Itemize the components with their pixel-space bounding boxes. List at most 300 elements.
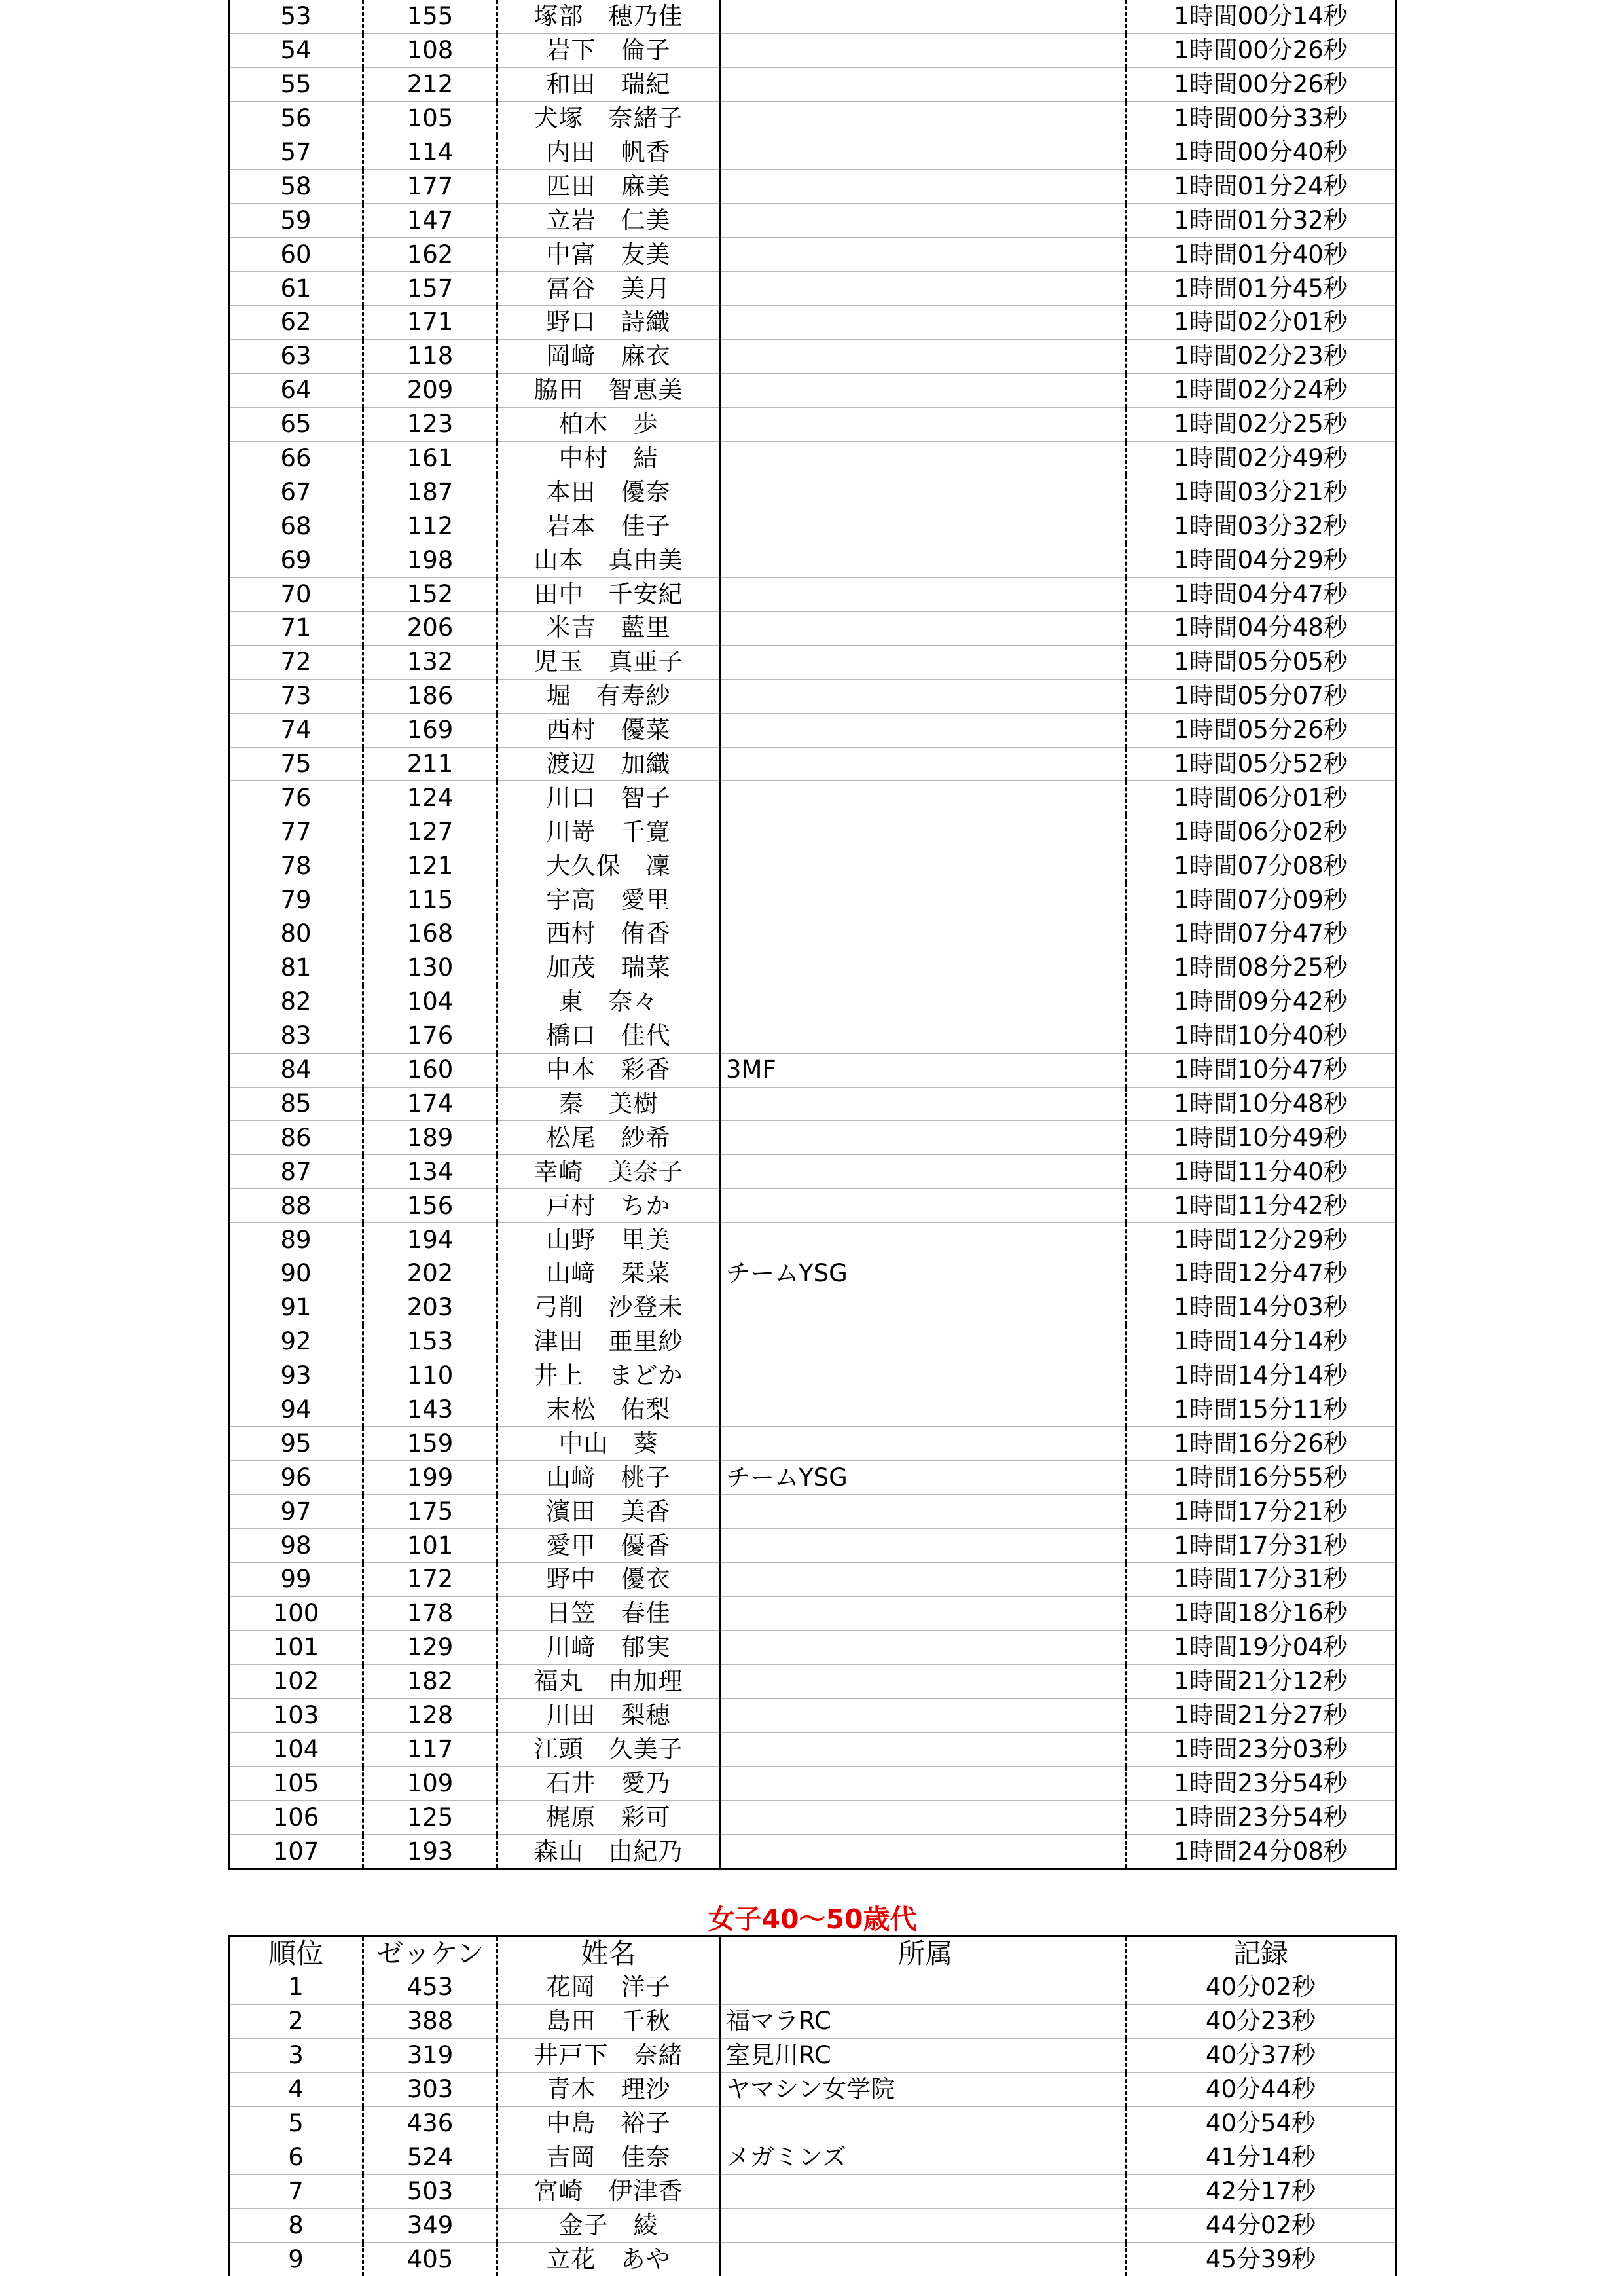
table-row (229, 2140, 1396, 2175)
time-cell: 40分44秒 (1126, 2072, 1396, 2106)
team-cell: 福マラRC (720, 2004, 1126, 2038)
bib-cell: 349 (363, 2209, 497, 2243)
team-cell: 室見川RC (720, 2038, 1126, 2072)
team-cell (720, 1562, 1126, 1596)
table-row (229, 1019, 1396, 1053)
name-cell: 宇高 愛里 (497, 883, 720, 917)
rank-cell: 2 (229, 2004, 363, 2038)
name-cell: 本田 優奈 (497, 475, 720, 509)
time-cell: 1時間07分09秒 (1126, 883, 1396, 917)
team-cell (720, 509, 1126, 543)
name-cell: 東 奈々 (497, 985, 720, 1019)
bib-cell: 115 (363, 883, 497, 917)
table-row (229, 2209, 1396, 2243)
bib-cell: 178 (363, 1596, 497, 1630)
time-cell: 1時間18分16秒 (1126, 1596, 1396, 1630)
team-cell (720, 1291, 1126, 1325)
bib-cell: 176 (363, 1019, 497, 1053)
bib-cell: 212 (363, 67, 497, 101)
rank-cell: 102 (229, 1664, 363, 1698)
bib-cell: 303 (363, 2072, 497, 2106)
rank-cell: 68 (229, 509, 363, 543)
rank-cell: 6 (229, 2140, 363, 2175)
name-cell: 立岩 仁美 (497, 204, 720, 238)
team-cell (720, 1529, 1126, 1563)
rank-cell: 103 (229, 1698, 363, 1733)
time-cell: 1時間17分31秒 (1126, 1529, 1396, 1563)
table-row (229, 917, 1396, 951)
time-cell: 1時間10分49秒 (1126, 1121, 1396, 1155)
table-row (229, 1257, 1396, 1291)
time-cell: 1時間17分31秒 (1126, 1562, 1396, 1596)
table-row (229, 1733, 1396, 1767)
team-cell (720, 475, 1126, 509)
rank-cell: 94 (229, 1393, 363, 1427)
bib-cell: 209 (363, 373, 497, 407)
rank-cell: 78 (229, 849, 363, 883)
header-name: 姓名 (497, 1936, 720, 1972)
bib-cell: 124 (363, 781, 497, 815)
name-cell: 幸崎 美奈子 (497, 1155, 720, 1189)
name-cell: 立花 あや (497, 2243, 720, 2276)
time-cell: 1時間11分40秒 (1126, 1155, 1396, 1189)
rank-cell: 57 (229, 136, 363, 170)
rank-cell: 8 (229, 2209, 363, 2243)
name-cell: 川﨑 郁実 (497, 1630, 720, 1664)
table-row (229, 1767, 1396, 1801)
table-row (229, 170, 1396, 204)
bib-cell: 174 (363, 1087, 497, 1121)
table-row (229, 612, 1396, 646)
bib-cell: 147 (363, 204, 497, 238)
table-row (229, 747, 1396, 781)
time-cell: 1時間02分01秒 (1126, 306, 1396, 340)
team-cell (720, 1596, 1126, 1630)
rank-cell: 74 (229, 713, 363, 747)
table-row (229, 33, 1396, 67)
table-row (229, 2072, 1396, 2106)
rank-cell: 73 (229, 679, 363, 713)
team-cell (720, 1427, 1126, 1461)
name-cell: 西村 優菜 (497, 713, 720, 747)
name-cell: 野中 優衣 (497, 1562, 720, 1596)
rank-cell: 9 (229, 2243, 363, 2276)
bib-cell: 211 (363, 747, 497, 781)
table-row (229, 1189, 1396, 1223)
table-row (229, 1529, 1396, 1563)
name-cell: 山﨑 栞菜 (497, 1257, 720, 1291)
bib-cell: 169 (363, 713, 497, 747)
team-cell (720, 679, 1126, 713)
bib-cell: 199 (363, 1461, 497, 1495)
bib-cell: 189 (363, 1121, 497, 1155)
name-cell: 渡辺 加織 (497, 747, 720, 781)
bib-cell: 109 (363, 1767, 497, 1801)
team-cell (720, 67, 1126, 101)
bib-cell: 114 (363, 136, 497, 170)
table-row (229, 373, 1396, 407)
team-cell (720, 136, 1126, 170)
name-cell: 脇田 智恵美 (497, 373, 720, 407)
team-cell (720, 373, 1126, 407)
rank-cell: 61 (229, 272, 363, 306)
name-cell: 川嵜 千寛 (497, 815, 720, 849)
bib-cell: 134 (363, 1155, 497, 1189)
name-cell: 野口 詩織 (497, 306, 720, 340)
table-row (229, 1053, 1396, 1087)
table-row (229, 781, 1396, 815)
name-cell: 青木 理沙 (497, 2072, 720, 2106)
bib-cell: 104 (363, 985, 497, 1019)
bib-cell: 156 (363, 1189, 497, 1223)
time-cell: 1時間03分32秒 (1126, 509, 1396, 543)
team-cell: 3MF (720, 1053, 1126, 1087)
name-cell: 井戸下 奈緒 (497, 2038, 720, 2072)
name-cell: 宮崎 伊津香 (497, 2175, 720, 2209)
bib-cell: 175 (363, 1495, 497, 1529)
table-row (229, 1087, 1396, 1121)
table-row (229, 1359, 1396, 1393)
time-cell: 1時間04分29秒 (1126, 543, 1396, 578)
table-row (229, 475, 1396, 509)
rank-cell: 60 (229, 238, 363, 272)
section-title: 女子40～50歳代 (708, 1903, 917, 1935)
table-row (229, 543, 1396, 578)
team-cell (720, 543, 1126, 578)
name-cell: 山本 真由美 (497, 543, 720, 578)
rank-cell: 76 (229, 781, 363, 815)
rank-cell: 91 (229, 1291, 363, 1325)
rank-cell: 1 (229, 1971, 363, 2004)
table-row (229, 238, 1396, 272)
team-cell: チームYSG (720, 1461, 1126, 1495)
name-cell: 冨谷 美月 (497, 272, 720, 306)
table-row (229, 2004, 1396, 2038)
time-cell: 1時間11分42秒 (1126, 1189, 1396, 1223)
rank-cell: 88 (229, 1189, 363, 1223)
time-cell: 1時間00分33秒 (1126, 101, 1396, 136)
time-cell: 1時間02分24秒 (1126, 373, 1396, 407)
table-header-row (229, 1936, 1396, 1972)
bib-cell: 129 (363, 1630, 497, 1664)
bib-cell: 187 (363, 475, 497, 509)
time-cell: 1時間09分42秒 (1126, 985, 1396, 1019)
bib-cell: 388 (363, 2004, 497, 2038)
team-cell (720, 2175, 1126, 2209)
team-cell (720, 339, 1126, 373)
time-cell: 1時間14分03秒 (1126, 1291, 1396, 1325)
time-cell: 1時間04分48秒 (1126, 612, 1396, 646)
bib-cell: 155 (363, 0, 497, 33)
name-cell: 米吉 藍里 (497, 612, 720, 646)
rank-cell: 64 (229, 373, 363, 407)
team-cell (720, 1359, 1126, 1393)
team-cell (720, 1971, 1126, 2004)
table-row (229, 339, 1396, 373)
bib-cell: 186 (363, 679, 497, 713)
time-cell: 40分02秒 (1126, 1971, 1396, 2004)
team-cell (720, 951, 1126, 985)
name-cell: 岩本 佳子 (497, 509, 720, 543)
name-cell: 塚部 穂乃佳 (497, 0, 720, 33)
name-cell: 島田 千秋 (497, 2004, 720, 2038)
name-cell: 濱田 美香 (497, 1495, 720, 1529)
bib-cell: 162 (363, 238, 497, 272)
time-cell: 1時間15分11秒 (1126, 1393, 1396, 1427)
time-cell: 40分54秒 (1126, 2106, 1396, 2140)
rank-cell: 58 (229, 170, 363, 204)
team-cell (720, 238, 1126, 272)
time-cell: 1時間05分26秒 (1126, 713, 1396, 747)
bib-cell: 112 (363, 509, 497, 543)
name-cell: 田中 千安紀 (497, 578, 720, 612)
team-cell (720, 1630, 1126, 1664)
time-cell: 1時間01分40秒 (1126, 238, 1396, 272)
name-cell: 堀 有寿紗 (497, 679, 720, 713)
name-cell: 岡﨑 麻衣 (497, 339, 720, 373)
table-row (229, 1801, 1396, 1835)
rank-cell: 63 (229, 339, 363, 373)
bib-cell: 198 (363, 543, 497, 578)
time-cell: 1時間06分02秒 (1126, 815, 1396, 849)
time-cell: 1時間23分03秒 (1126, 1733, 1396, 1767)
rank-cell: 81 (229, 951, 363, 985)
table-row (229, 1223, 1396, 1257)
bib-cell: 206 (363, 612, 497, 646)
rank-cell: 100 (229, 1596, 363, 1630)
team-cell (720, 170, 1126, 204)
bib-cell: 159 (363, 1427, 497, 1461)
rank-cell: 4 (229, 2072, 363, 2106)
time-cell: 1時間06分01秒 (1126, 781, 1396, 815)
name-cell: 中島 裕子 (497, 2106, 720, 2140)
name-cell: 大久保 凜 (497, 849, 720, 883)
rank-cell: 104 (229, 1733, 363, 1767)
rank-cell: 82 (229, 985, 363, 1019)
name-cell: 西村 侑香 (497, 917, 720, 951)
time-cell: 1時間10分47秒 (1126, 1053, 1396, 1087)
team-cell (720, 1835, 1126, 1869)
time-cell: 1時間00分26秒 (1126, 67, 1396, 101)
bib-cell: 117 (363, 1733, 497, 1767)
team-cell (720, 917, 1126, 951)
header-time: 記録 (1126, 1936, 1396, 1972)
name-cell: 犬塚 奈緒子 (497, 101, 720, 136)
table-row (229, 509, 1396, 543)
header-bib: ゼッケン (363, 1936, 497, 1972)
name-cell: 中村 結 (497, 441, 720, 475)
rank-cell: 71 (229, 612, 363, 646)
team-cell (720, 101, 1126, 136)
team-cell: ヤマシン女学院 (720, 2072, 1126, 2106)
name-cell: 弓削 沙登未 (497, 1291, 720, 1325)
time-cell: 1時間17分21秒 (1126, 1495, 1396, 1529)
bib-cell: 123 (363, 407, 497, 441)
rank-cell: 54 (229, 33, 363, 67)
rank-cell: 69 (229, 543, 363, 578)
time-cell: 1時間03分21秒 (1126, 475, 1396, 509)
name-cell: 吉岡 佳奈 (497, 2140, 720, 2175)
name-cell: 児玉 真亜子 (497, 645, 720, 679)
name-cell: 梶原 彩可 (497, 1801, 720, 1835)
table-row (229, 2038, 1396, 2072)
bib-cell: 127 (363, 815, 497, 849)
team-cell (720, 204, 1126, 238)
team-cell (720, 781, 1126, 815)
bib-cell: 152 (363, 578, 497, 612)
name-cell: 和田 瑞紀 (497, 67, 720, 101)
table-row (229, 951, 1396, 985)
name-cell: 内田 帆香 (497, 136, 720, 170)
name-cell: 福丸 由加理 (497, 1664, 720, 1698)
team-cell (720, 815, 1126, 849)
rank-cell: 7 (229, 2175, 363, 2209)
name-cell: 秦 美樹 (497, 1087, 720, 1121)
team-cell (720, 1019, 1126, 1053)
team-cell (720, 645, 1126, 679)
time-cell: 1時間14分14秒 (1126, 1359, 1396, 1393)
time-cell: 1時間01分24秒 (1126, 170, 1396, 204)
team-cell (720, 1223, 1126, 1257)
rank-cell: 93 (229, 1359, 363, 1393)
team-cell (720, 1325, 1126, 1359)
name-cell: 花岡 洋子 (497, 1971, 720, 2004)
time-cell: 1時間21分27秒 (1126, 1698, 1396, 1733)
table-row (229, 204, 1396, 238)
rank-cell: 66 (229, 441, 363, 475)
table-row (229, 2175, 1396, 2209)
team-cell (720, 985, 1126, 1019)
team-cell (720, 1733, 1126, 1767)
name-cell: 江頭 久美子 (497, 1733, 720, 1767)
time-cell: 45分39秒 (1126, 2243, 1396, 2276)
name-cell: 戸村 ちか (497, 1189, 720, 1223)
table-row (229, 1664, 1396, 1698)
time-cell: 1時間19分04秒 (1126, 1630, 1396, 1664)
table-row (229, 1971, 1396, 2004)
bib-cell: 108 (363, 33, 497, 67)
team-cell (720, 407, 1126, 441)
rank-cell: 5 (229, 2106, 363, 2140)
name-cell: 匹田 麻美 (497, 170, 720, 204)
time-cell: 1時間07分08秒 (1126, 849, 1396, 883)
team-cell (720, 1155, 1126, 1189)
bib-cell: 171 (363, 306, 497, 340)
time-cell: 1時間10分48秒 (1126, 1087, 1396, 1121)
time-cell: 1時間05分05秒 (1126, 645, 1396, 679)
name-cell: 山野 里美 (497, 1223, 720, 1257)
time-cell: 1時間08分25秒 (1126, 951, 1396, 985)
table-row (229, 578, 1396, 612)
table-row (229, 1562, 1396, 1596)
time-cell: 1時間16分55秒 (1126, 1461, 1396, 1495)
table-row (229, 441, 1396, 475)
team-cell (720, 1801, 1126, 1835)
table-row (229, 713, 1396, 747)
time-cell: 1時間00分14秒 (1126, 0, 1396, 33)
bib-cell: 153 (363, 1325, 497, 1359)
name-cell: 岩下 倫子 (497, 33, 720, 67)
bib-cell: 194 (363, 1223, 497, 1257)
rank-cell: 67 (229, 475, 363, 509)
name-cell: 末松 佑梨 (497, 1393, 720, 1427)
rank-cell: 62 (229, 306, 363, 340)
table-row (229, 407, 1396, 441)
name-cell: 井上 まどか (497, 1359, 720, 1393)
table-row (229, 645, 1396, 679)
bib-cell: 105 (363, 101, 497, 136)
team-cell (720, 306, 1126, 340)
team-cell (720, 272, 1126, 306)
bib-cell: 157 (363, 272, 497, 306)
table-row (229, 1698, 1396, 1733)
header-team: 所属 (720, 1936, 1126, 1972)
name-cell: 石井 愛乃 (497, 1767, 720, 1801)
time-cell: 1時間23分54秒 (1126, 1767, 1396, 1801)
time-cell: 44分02秒 (1126, 2209, 1396, 2243)
table-row (229, 0, 1396, 33)
bib-cell: 118 (363, 339, 497, 373)
time-cell: 1時間12分29秒 (1126, 1223, 1396, 1257)
time-cell: 1時間16分26秒 (1126, 1427, 1396, 1461)
table-row (229, 1630, 1396, 1664)
time-cell: 1時間02分49秒 (1126, 441, 1396, 475)
table-row (229, 67, 1396, 101)
team-cell (720, 1393, 1126, 1427)
time-cell: 1時間12分47秒 (1126, 1257, 1396, 1291)
rank-cell: 85 (229, 1087, 363, 1121)
rank-cell: 55 (229, 67, 363, 101)
rank-cell: 99 (229, 1562, 363, 1596)
time-cell: 1時間05分07秒 (1126, 679, 1396, 713)
rank-cell: 106 (229, 1801, 363, 1835)
team-cell (720, 883, 1126, 917)
bib-cell: 130 (363, 951, 497, 985)
team-cell (720, 612, 1126, 646)
bib-cell: 203 (363, 1291, 497, 1325)
rank-cell: 90 (229, 1257, 363, 1291)
team-cell (720, 1767, 1126, 1801)
time-cell: 1時間10分40秒 (1126, 1019, 1396, 1053)
rank-cell: 53 (229, 0, 363, 33)
bib-cell: 182 (363, 1664, 497, 1698)
results-table-top-body (229, 0, 1396, 1869)
rank-cell: 83 (229, 1019, 363, 1053)
team-cell (720, 441, 1126, 475)
bib-cell: 436 (363, 2106, 497, 2140)
time-cell: 1時間21分12秒 (1126, 1664, 1396, 1698)
team-cell (720, 747, 1126, 781)
team-cell (720, 1664, 1126, 1698)
team-cell (720, 713, 1126, 747)
header-rank: 順位 (229, 1936, 363, 1972)
team-cell (720, 0, 1126, 33)
rank-cell: 105 (229, 1767, 363, 1801)
name-cell: 松尾 紗希 (497, 1121, 720, 1155)
table-row (229, 2106, 1396, 2140)
rank-cell: 70 (229, 578, 363, 612)
rank-cell: 107 (229, 1835, 363, 1869)
results-table-bottom (228, 1935, 1397, 2276)
team-cell: メガミンズ (720, 2140, 1126, 2175)
time-cell: 42分17秒 (1126, 2175, 1396, 2209)
bib-cell: 161 (363, 441, 497, 475)
table-row (229, 1155, 1396, 1189)
time-cell: 40分37秒 (1126, 2038, 1396, 2072)
bib-cell: 110 (363, 1359, 497, 1393)
rank-cell: 72 (229, 645, 363, 679)
time-cell: 1時間01分45秒 (1126, 272, 1396, 306)
